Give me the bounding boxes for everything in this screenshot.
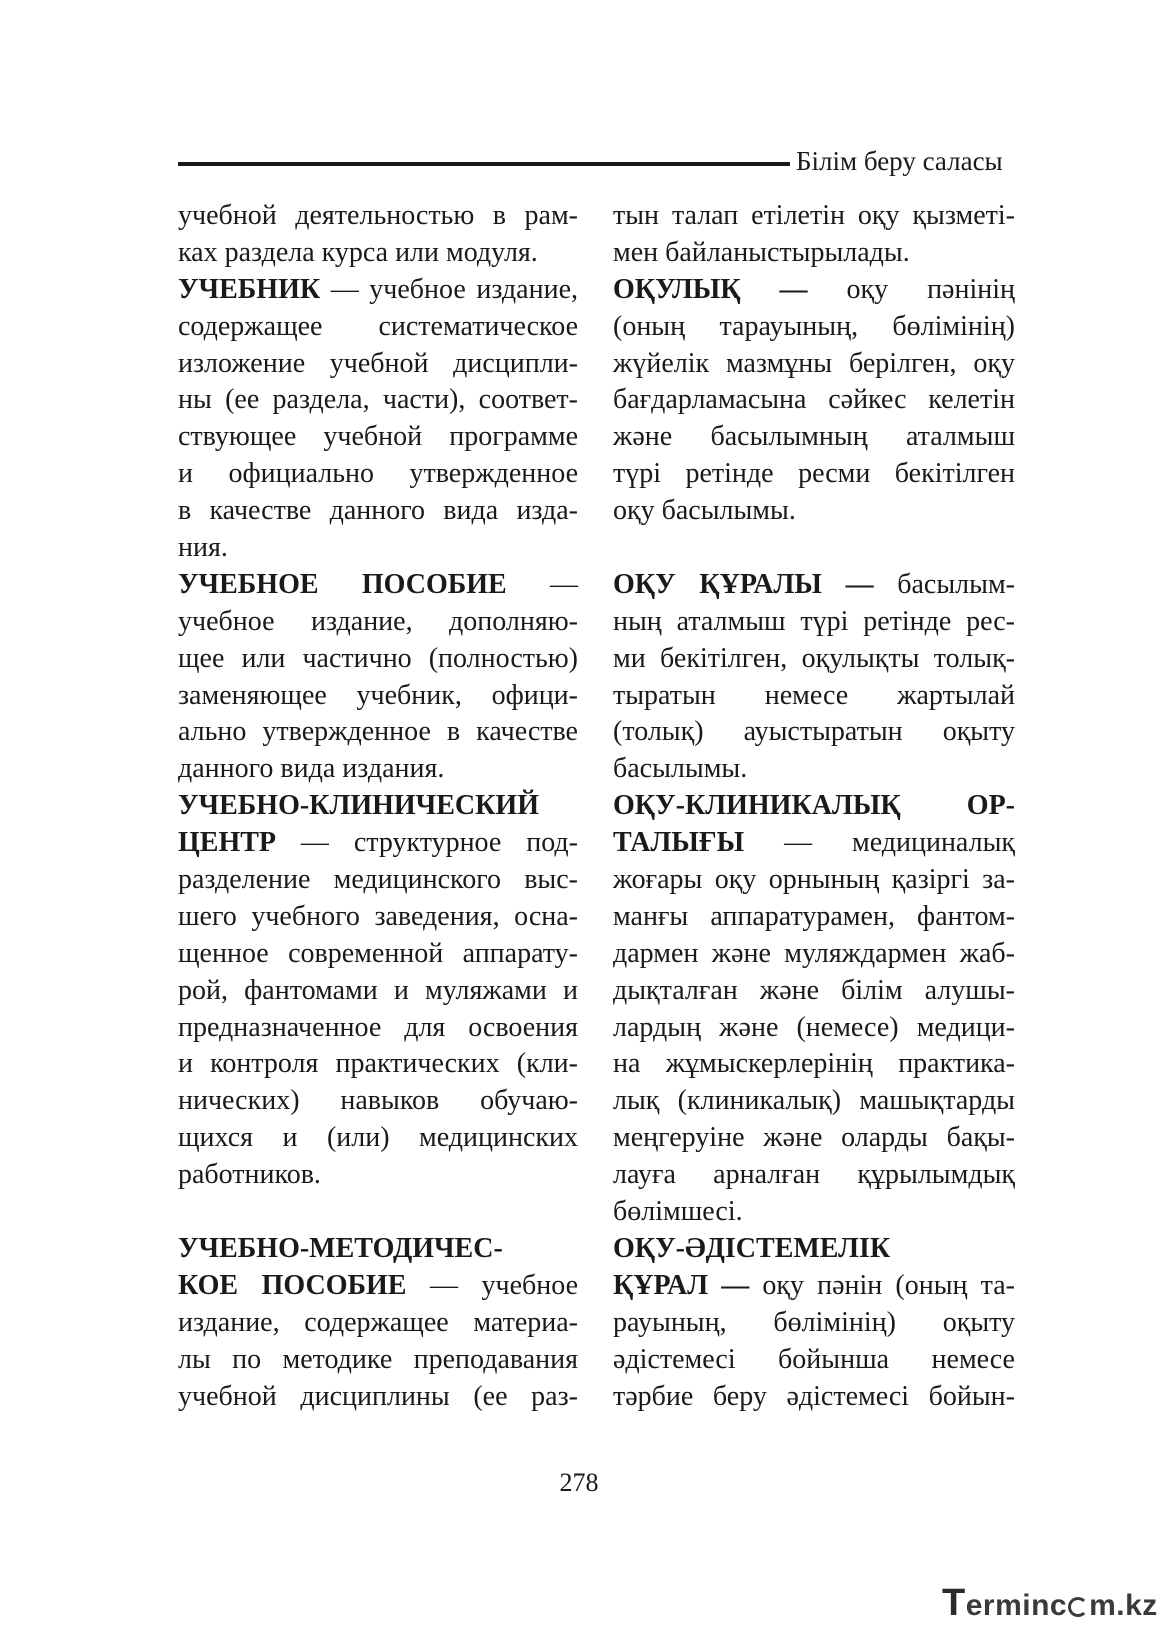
text-line: оқу басылымы. — [613, 495, 796, 527]
text-line: и контроля практических (кли- — [178, 1048, 578, 1080]
text-line: щенное современной аппарату- — [178, 937, 578, 969]
text-line: и официально утвержденное — [178, 458, 578, 490]
text-line: тәрбие беру әдістемесі бойын- — [613, 1380, 1015, 1412]
text-line: дармен және муляждармен жаб- — [613, 937, 1015, 969]
text-line: бөлімшесі. — [613, 1196, 743, 1228]
text-line: содержащее систематическое — [178, 310, 578, 342]
watermark-o-ring-icon — [1068, 1597, 1088, 1617]
text-line: ТАЛЫҒЫ — медициналық — [613, 827, 1015, 859]
text-line: және басылымның аталмыш — [613, 421, 1015, 453]
text-line: жоғары оқу орнының қазіргі за- — [613, 864, 1015, 896]
text-line: ния. — [178, 532, 228, 564]
text-line: ОҚУ-КЛИНИКАЛЫҚ ОР- — [613, 790, 1015, 822]
text-line: тыратын немесе жартылай — [613, 679, 1015, 711]
text-line: ально утвержденное в качестве — [178, 716, 578, 748]
text-line: щее или частично (полностью) — [178, 642, 578, 674]
text-line: ствующее учебной программе — [178, 421, 578, 453]
text-line: данного вида издания. — [178, 753, 445, 785]
text-line: меңгеруіне және оларды бақы- — [613, 1122, 1015, 1154]
text-line: лық (клиникалық) машықтарды — [613, 1085, 1015, 1117]
text-line: тын талап етілетін оқу қызметі- — [613, 200, 1015, 231]
text-line: басылымы. — [613, 753, 748, 785]
watermark-text-start: erminc — [965, 1589, 1068, 1622]
text-line: разделение медицинского выс- — [178, 864, 578, 896]
text-line: түрі ретінде ресми бекітілген — [613, 458, 1015, 490]
page-number: 278 — [559, 1468, 599, 1497]
text-line: нических) навыков обучаю- — [178, 1085, 578, 1117]
text-line: УЧЕБНО-МЕТОДИЧЕС- — [178, 1232, 503, 1264]
text-line: (оның тарауының, бөлімінің) — [613, 310, 1015, 342]
text-line: ми бекітілген, оқулықты толық- — [613, 642, 1015, 674]
text-line: ны (ее раздела, части), соответ- — [178, 384, 578, 416]
text-line: изложение учебной дисципли- — [178, 347, 578, 379]
text-line: ОҚУ-ӘДІСТЕМЕЛІК — [613, 1232, 891, 1264]
text-line: щихся и (или) медицинских — [178, 1122, 578, 1154]
text-line: ҚҰРАЛ — оқу пәнін (оның та- — [613, 1269, 1015, 1301]
text-line: лардың және (немесе) медици- — [613, 1011, 1015, 1043]
text-line: бағдарламасына сәйкес келетін — [613, 384, 1015, 416]
running-head: Білім беру саласы — [796, 146, 1003, 176]
text-line: мен байланыстырылады. — [613, 236, 910, 268]
text-line: ках раздела курса или модуля. — [178, 236, 538, 268]
text-line: заменяющее учебник, офици- — [178, 679, 578, 711]
text-line: работников. — [178, 1159, 321, 1191]
text-line: лауға арналған құрылымдық — [613, 1159, 1015, 1191]
text-line: лы по методике преподавания — [178, 1343, 578, 1375]
text-line: УЧЕБНОЕ ПОСОБИЕ — — [178, 568, 579, 600]
text-line: издание, содержащее материа- — [178, 1306, 578, 1338]
paragraph-gap — [613, 530, 1015, 567]
header-rule — [178, 162, 790, 166]
right-column — [613, 198, 1015, 1415]
text-line: УЧЕБНО-КЛИНИЧЕСКИЙ — [178, 790, 539, 822]
text-line: жүйелік мазмұны берілген, оқу — [613, 347, 1015, 379]
paragraph-gap — [178, 1194, 578, 1231]
text-line: в качестве данного вида изда- — [178, 495, 578, 527]
text-line: предназначенное для освоения — [178, 1011, 578, 1043]
text-line: манғы аппаратурамен, фантом- — [613, 900, 1015, 932]
text-line: рауының, бөлімінің) оқыту — [613, 1306, 1015, 1338]
text-line: учебное издание, дополняю- — [178, 605, 578, 637]
watermark-first-letter: T — [942, 1582, 966, 1624]
text-line: рой, фантомами и муляжами и — [178, 974, 578, 1006]
text-line: учебной дисциплины (ее раз- — [178, 1380, 578, 1412]
text-line: ОҚУ ҚҰРАЛЫ — басылым- — [613, 568, 1015, 600]
text-line: ның аталмыш түрі ретінде рес- — [613, 605, 1015, 637]
text-line: КОЕ ПОСОБИЕ — учебное — [178, 1269, 578, 1301]
text-line: ЦЕНТР — структурное под- — [178, 827, 578, 859]
text-line: на жұмыскерлерінің практика- — [613, 1048, 1015, 1080]
text-line: ОҚУЛЫҚ — оқу пәнінің — [613, 273, 1015, 305]
text-line: дықталған және білім алушы- — [613, 974, 1015, 1006]
text-line: әдістемесі бойынша немесе — [613, 1343, 1015, 1375]
site-watermark-logo — [942, 1582, 1158, 1625]
left-column — [178, 198, 578, 1415]
text-line: (толық) ауыстыратын оқыту — [613, 716, 1015, 748]
text-line: УЧЕБНИК — учебное издание, — [178, 273, 578, 305]
text-line: шего учебного заведения, осна- — [178, 900, 578, 932]
watermark-text-end: m.kz — [1089, 1589, 1158, 1622]
text-line: учебной деятельностью в рам- — [178, 200, 578, 231]
